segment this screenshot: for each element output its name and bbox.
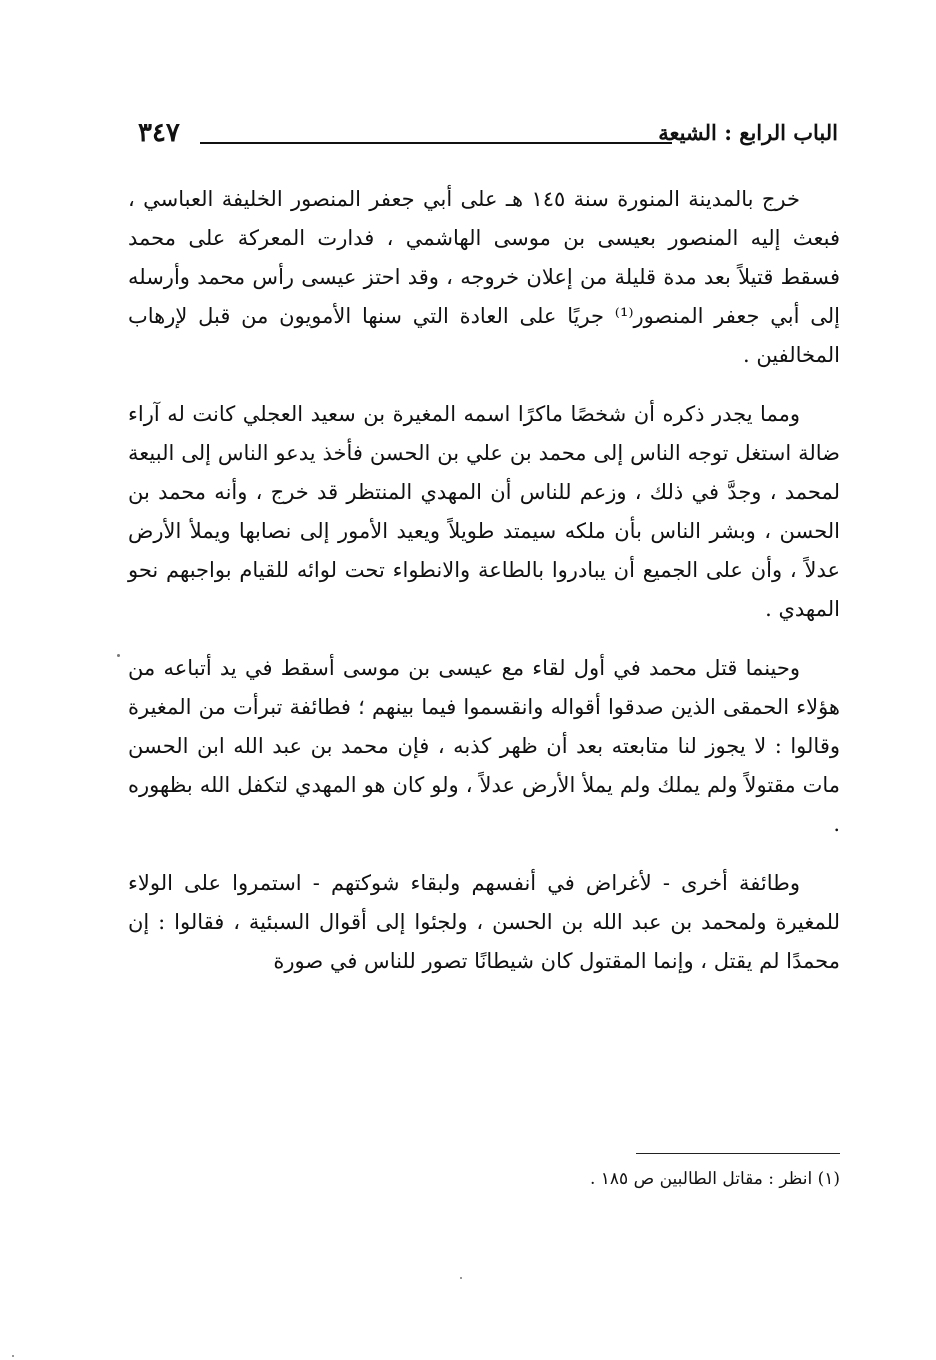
paragraph-2: ومما يجدر ذكره أن شخصًا ماكرًا اسمه المغيرة بن سعيد العجلي كانت له آراء ضالة استغل توجه الناس إلى محمد بن علي بن الحسن فأخذ يدعو الناس إلى البيعة لمحمد ، وجدَّ في ذلك ، وزعم للناس أن المهدي المنتظر قد خرج ، وأنه محمد بن الحسن ، وبشر الناس بأن ملكه سيمتد طويلاً ويعيد الأمور إلى نصابها ويملأ الأرض عدلاً ، وأن على الجميع أن يبادروا بالطاعة والانطواء تحت لوائه للقيام بواجبهم نحو المهدي . — [128, 402, 840, 621]
footnote-rule — [636, 1153, 840, 1154]
page-header — [138, 118, 838, 152]
chapter-title: الباب الرابع : الشيعة — [658, 120, 838, 145]
page-number: ٣٤٧ — [138, 118, 180, 148]
scan-speck — [12, 1355, 14, 1357]
footnote: (١) انظر : مقاتل الطالبين ص ١٨٥ . — [589, 1169, 840, 1189]
scan-speck — [117, 654, 120, 657]
body-text — [128, 180, 840, 1001]
header-rule — [200, 142, 672, 144]
paragraph-3: وحينما قتل محمد في أول لقاء مع عيسى بن موسى أسقط في يد أتباعه من هؤلاء الحمقى الذين صدقوا أقواله وانقسموا فيما بينهم ؛ فطائفة تبرأت من المغيرة وقالوا : لا يجوز لنا متابعته بعد أن ظهر كذبه ، فإن محمد بن عبد الله ابن الحسن مات مقتولاً ولم يملك ولم يملأ الأرض عدلاً ، ولو كان هو المهدي لتكفل الله بظهوره . — [128, 656, 840, 836]
paragraph-4: وطائفة أخرى - لأغراض في أنفسهم ولبقاء شوكتهم - استمروا على الولاء للمغيرة ولمحمد بن عبد الله بن الحسن ، ولجئوا إلى أقوال السبئية ، فقالوا : إن محمدًا لم يقتل ، وإنما المقتول كان شيطانًا تصور للناس في صورة — [128, 871, 840, 973]
paragraph-1: خرج بالمدينة المنورة سنة ١٤٥ هـ على أبي جعفر المنصور الخليفة العباسي ، فبعث إليه المنصور بعيسى بن موسى الهاشمي ، فدارت المعركة على محمد فسقط قتيلاً بعد مدة قليلة من إعلان خروجه ، وقد احتز عيسى رأس محمد وأرسله إلى أبي جعفر المنصور⁽¹⁾ جريًا على العادة التي سنها الأمويون من قبل لإرهاب المخالفين . — [128, 187, 840, 367]
scan-speck — [460, 1277, 462, 1279]
